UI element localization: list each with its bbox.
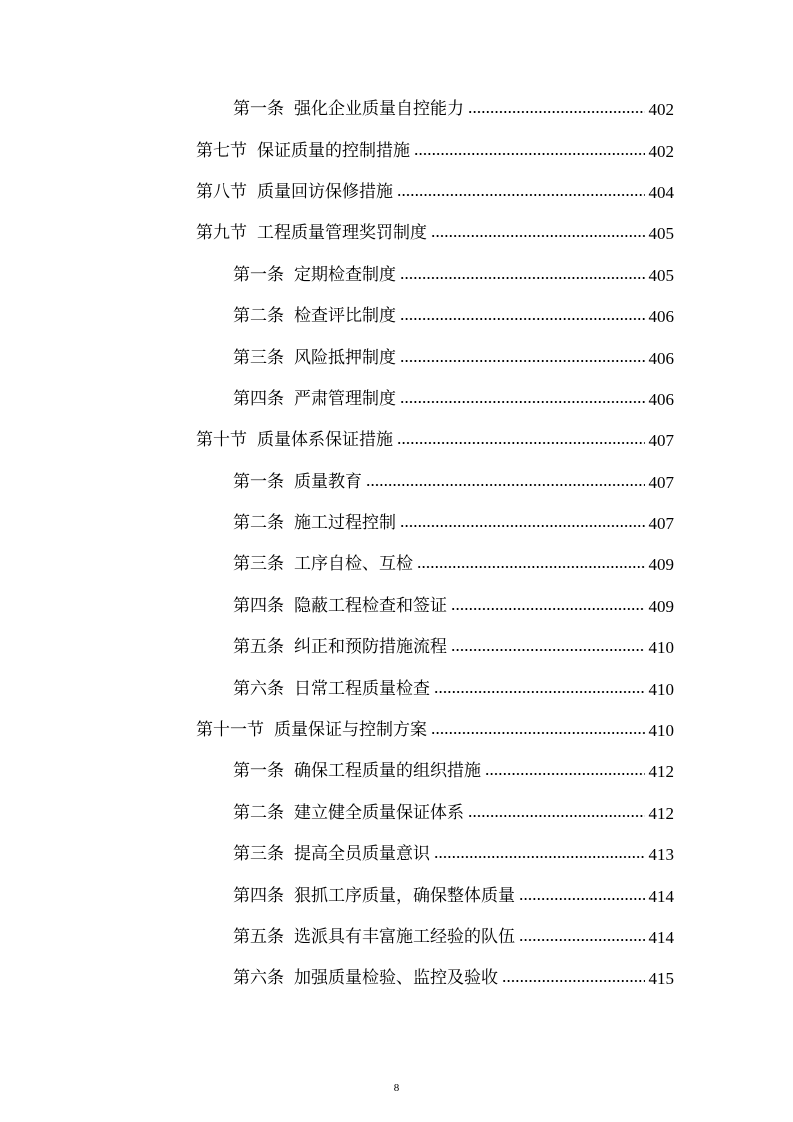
toc-entry-content [233,678,674,699]
toc-entry-number: 第五条 [233,927,284,947]
dot-leader [451,608,645,610]
toc-entry-page: 406 [648,348,674,368]
dot-leader [434,691,645,693]
toc-article-entry[interactable] [0,875,793,916]
toc-entry-title: 保证质量的控制措施 [257,140,410,161]
toc-entry-number: 第四条 [233,388,284,409]
toc-entry-content [233,388,674,409]
toc-article-entry[interactable] [0,337,793,378]
toc-entry-title: 风险抵押制度 [294,347,396,368]
toc-entry-number: 第二条 [233,306,284,327]
toc-entry-page: 412 [648,762,674,782]
toc-entry-title: 建立健全质量保证体系 [294,802,464,823]
toc-entry-number: 第三条 [233,844,284,865]
dot-leader [485,773,645,775]
toc-entry-page: 415 [648,969,674,989]
dot-leader [468,815,645,817]
dot-leader [400,360,645,362]
toc-entry-number: 第四条 [233,885,284,906]
toc-entry-number: 第十节 [196,430,247,451]
toc-entry-title: 施工过程控制 [294,513,396,534]
toc-article-entry[interactable] [0,958,793,999]
toc-entry-number: 第十一节 [196,720,264,741]
toc-article-entry[interactable] [0,462,793,503]
toc-entry-page: 414 [648,886,674,906]
toc-entry-content [233,515,674,532]
dot-leader [417,566,645,568]
toc-entry-number: 第三条 [233,554,284,575]
toc-article-entry[interactable] [0,544,793,585]
toc-entry-number: 第二条 [233,513,284,534]
toc-article-entry[interactable] [0,793,793,834]
toc-entry-content [233,556,674,573]
dot-leader [397,194,645,196]
toc-entry-number: 第一条 [233,761,284,782]
toc-entry-page: 405 [648,224,674,244]
toc-entry-title: 质量保证与控制方案 [274,720,427,741]
toc-article-entry[interactable] [0,586,793,627]
toc-article-entry[interactable] [0,834,793,875]
toc-article-entry[interactable] [0,917,793,958]
toc-entry-title: 质量教育 [294,471,362,492]
toc-entry-page: 410 [648,679,674,699]
toc-entry-page: 406 [648,307,674,327]
toc-entry-number: 第一条 [233,471,284,492]
toc-entry-content [233,763,674,780]
toc-entry-content [196,722,674,739]
toc-entry-title: 定期检查制度 [294,264,396,285]
toc-entry-content [196,432,674,449]
toc-article-entry[interactable] [0,89,793,130]
toc-entry-content [233,970,674,987]
dot-leader [397,442,645,444]
toc-entry-page: 414 [648,928,674,947]
toc-entry-title: 工序自检、互检 [294,554,413,575]
toc-entry-page: 407 [648,472,674,492]
dot-leader [400,525,645,527]
toc-entry-content [233,347,674,368]
toc-entry-content [233,639,674,656]
toc-entry-content [196,225,674,242]
dot-leader [519,939,645,941]
toc-entry-page: 409 [648,555,674,575]
toc-article-entry[interactable] [0,668,793,709]
toc-entry-title: 质量体系保证措施 [257,430,393,451]
toc-entry-content [233,101,674,118]
toc-entry-page: 402 [648,141,674,161]
toc-entry-page: 407 [648,431,674,451]
dot-leader [431,235,645,237]
toc-entry-number: 第二条 [233,802,284,823]
toc-entry-page: 410 [648,721,674,741]
toc-entry-content [233,929,674,946]
toc-entry-title: 提高全员质量意识 [294,844,430,865]
toc-entry-number: 第七节 [196,140,247,161]
toc-entry-number: 第五条 [233,637,284,658]
toc-entry-title: 质量回访保修措施 [257,181,393,202]
toc-entry-page: 402 [648,100,674,120]
toc-entry-number: 第九节 [196,223,247,244]
page-number: 8 [393,1082,400,1094]
toc-entry-page: 410 [648,638,674,658]
toc-entry-content [233,846,674,863]
toc-article-entry[interactable] [0,379,793,420]
toc-section-entry[interactable] [0,420,793,461]
dot-leader [414,153,645,155]
toc-entry-number: 第六条 [233,678,284,699]
toc-article-entry[interactable] [0,627,793,668]
dot-leader [519,898,645,900]
toc-entry-page: 409 [648,596,674,616]
toc-entry-title: 日常工程质量检查 [294,678,430,699]
toc-entry-page: 412 [648,803,674,823]
toc-entry-title: 选派具有丰富施工经验的队伍 [294,927,515,947]
toc-entry-content [233,471,674,492]
toc-entry-title: 狠抓工序质量，确保整体质量 [294,885,515,906]
dot-leader [451,649,645,651]
toc-entry-title: 检查评比制度 [294,306,396,327]
toc-entry-title: 隐蔽工程检查和签证 [294,595,447,616]
toc-entry-page: 406 [648,389,674,409]
toc-entry-page: 404 [648,182,674,202]
toc-entry-content [233,802,674,823]
toc-article-entry[interactable] [0,255,793,296]
dot-leader [366,484,645,486]
toc-entry-title: 加强质量检验、监控及验收 [294,968,498,989]
toc-entry-content [196,140,674,161]
table-of-contents [0,89,793,1000]
dot-leader [400,401,645,403]
toc-entry-page: 413 [648,845,674,865]
dot-leader [468,111,645,113]
toc-entry-title: 纠正和预防措施流程 [294,637,447,658]
toc-entry-title: 严肃管理制度 [294,388,396,409]
toc-entry-page: 405 [648,265,674,285]
toc-article-entry[interactable] [0,296,793,337]
toc-entry-title: 确保工程质量的组织措施 [294,761,481,782]
toc-section-entry[interactable] [0,213,793,254]
toc-entry-number: 第三条 [233,347,284,368]
dot-leader [431,732,645,734]
toc-entry-number: 第六条 [233,968,284,989]
dot-leader [502,980,645,982]
toc-article-entry[interactable] [0,751,793,792]
toc-entry-content [196,181,674,202]
toc-entry-content [233,885,674,906]
toc-entry-number: 第四条 [233,595,284,616]
toc-entry-content [233,308,674,325]
toc-entry-number: 第一条 [233,264,284,285]
toc-entry-number: 第八节 [196,181,247,202]
dot-leader [400,277,645,279]
dot-leader [434,856,645,858]
toc-article-entry[interactable] [0,503,793,544]
toc-entry-page: 407 [648,514,674,534]
toc-entry-content [233,595,674,616]
toc-entry-title: 工程质量管理奖罚制度 [257,223,427,244]
dot-leader [400,318,645,320]
toc-entry-number: 第一条 [233,99,284,120]
toc-section-entry[interactable] [0,172,793,213]
toc-entry-content [233,264,674,285]
toc-section-entry[interactable] [0,710,793,751]
toc-entry-title: 强化企业质量自控能力 [294,99,464,120]
toc-section-entry[interactable] [0,130,793,171]
